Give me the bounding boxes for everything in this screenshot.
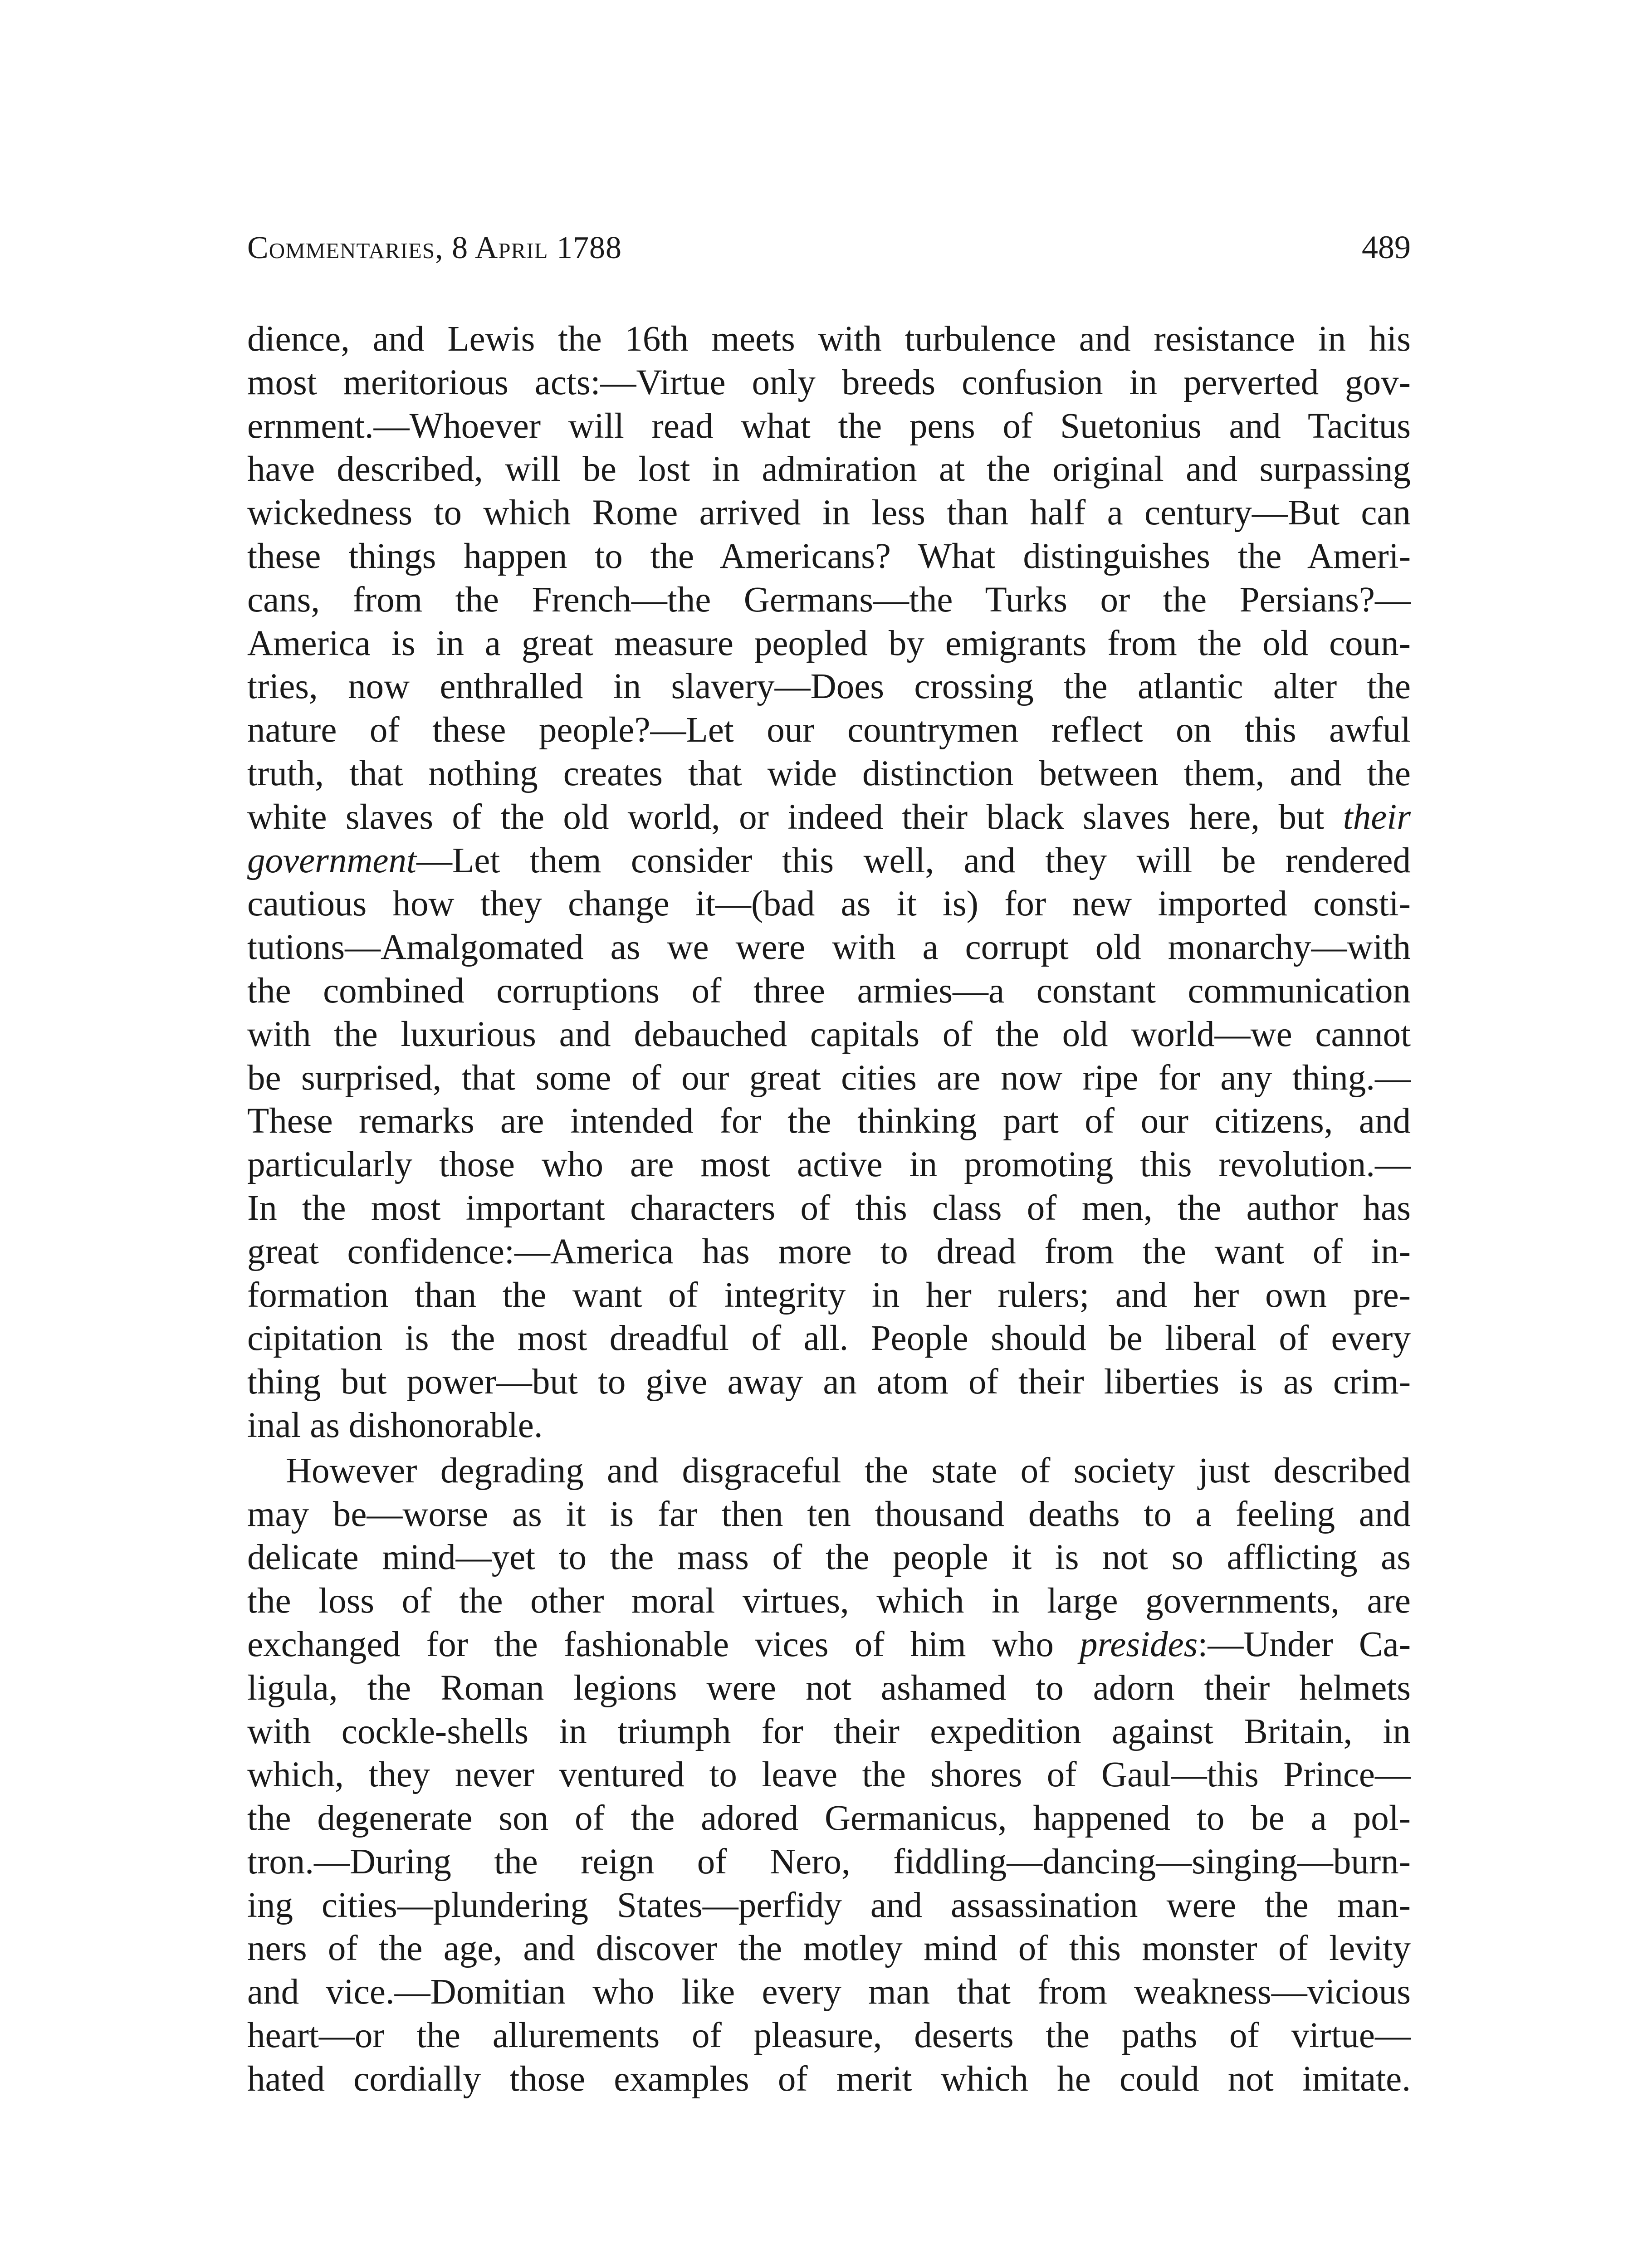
text-line: these things happen to the Americans? What distinguishes the Ameri- bbox=[247, 536, 1411, 576]
text-line: ernment.—Whoever will read what the pens of Suetonius and Tacitus bbox=[247, 406, 1411, 446]
text-line: be surprised, that some of our great cities are now ripe for any thing.— bbox=[247, 1058, 1411, 1098]
text-line: thing but power—but to give away an atom of their liberties is as crim- bbox=[247, 1362, 1411, 1402]
text-line: cautious how they change it—(bad as it is) for new imported consti- bbox=[247, 884, 1411, 924]
text-line: the combined corruptions of three armies—a constant communication bbox=[247, 971, 1411, 1011]
text-line: In the most important characters of this class of men, the author has bbox=[247, 1188, 1411, 1228]
text-line: with cockle-shells in triumph for their expedition against Britain, in bbox=[247, 1711, 1411, 1751]
paragraph-1 bbox=[247, 318, 1411, 1447]
text-line: cans, from the French—the Germans—the Turks or the Persians?— bbox=[247, 580, 1411, 620]
text-line: particularly those who are most active in promoting this revolution.— bbox=[247, 1145, 1411, 1185]
text-line: ners of the age, and discover the motley mind of this monster of levity bbox=[247, 1929, 1411, 1969]
text-line: wickedness to which Rome arrived in less than half a century—But can bbox=[247, 493, 1411, 533]
text-run: :—Under Ca- bbox=[1198, 1624, 1411, 1664]
text-line: formation than the want of integrity in her rulers; and her own pre- bbox=[247, 1275, 1411, 1315]
text-line: most meritorious acts:—Virtue only breeds confusion in perverted gov- bbox=[247, 362, 1411, 402]
italic-text: government bbox=[247, 841, 416, 880]
text-line: delicate mind—yet to the mass of the people it is not so afflicting as bbox=[247, 1538, 1411, 1578]
paragraph-2 bbox=[247, 1449, 1411, 2101]
text-line: ligula, the Roman legions were not ashamed to adorn their helmets bbox=[247, 1668, 1411, 1708]
text-line: nature of these people?—Let our countrymen reflect on this awful bbox=[247, 710, 1411, 750]
text-line: may be—worse as it is far then ten thousand deaths to a feeling and bbox=[247, 1494, 1411, 1534]
text-run: white slaves of the old world, or indeed their black slaves here, but bbox=[247, 797, 1343, 837]
text-line: ing cities—plundering States—perfidy and assassination were the man- bbox=[247, 1885, 1411, 1925]
running-head bbox=[247, 222, 1411, 272]
text-line: tries, now enthralled in slavery—Does crossing the atlantic alter the bbox=[247, 667, 1411, 707]
page-number: 489 bbox=[1362, 229, 1411, 265]
text-line: inal as dishonorable. bbox=[247, 1405, 543, 1445]
body-text bbox=[247, 318, 1411, 2101]
text-line: tron.—During the reign of Nero, fiddling—dancing—singing—burn- bbox=[247, 1842, 1411, 1882]
text-line bbox=[247, 796, 1411, 839]
text-line bbox=[247, 1623, 1411, 1667]
text-line: great confidence:—America has more to dread from the want of in- bbox=[247, 1232, 1411, 1271]
text-run: —Let them consider this well, and they will be rendered bbox=[416, 841, 1411, 880]
italic-text: presides bbox=[1080, 1624, 1198, 1664]
running-head-title: Commentaries, 8 April 1788 bbox=[247, 230, 622, 265]
text-line: tutions—Amalgomated as we were with a corrupt old monarchy—with bbox=[247, 928, 1411, 968]
italic-text: their bbox=[1343, 797, 1411, 837]
text-line: However degrading and disgraceful the state of society just described bbox=[286, 1451, 1411, 1491]
text-line: These remarks are intended for the thinking part of our citizens, and bbox=[247, 1101, 1411, 1141]
text-line: America is in a great measure peopled by emigrants from the old coun- bbox=[247, 623, 1411, 663]
text-line: truth, that nothing creates that wide distinction between them, and the bbox=[247, 753, 1411, 793]
text-line: with the luxurious and debauched capitals of the old world—we cannot bbox=[247, 1014, 1411, 1054]
text-line: heart—or the allurements of pleasure, deserts the paths of virtue— bbox=[247, 2016, 1411, 2056]
text-line: hated cordially those examples of merit which he could not imitate. bbox=[247, 2059, 1411, 2099]
text-line: and vice.—Domitian who like every man that from weakness—vicious bbox=[247, 1972, 1411, 2012]
text-run: exchanged for the fashionable vices of him who bbox=[247, 1624, 1080, 1664]
text-line: have described, will be lost in admiration at the original and surpassing bbox=[247, 450, 1411, 489]
text-line: the degenerate son of the adored Germanicus, happened to be a pol- bbox=[247, 1799, 1411, 1838]
text-line: cipitation is the most dreadful of all. People should be liberal of every bbox=[247, 1319, 1411, 1359]
text-line: which, they never ventured to leave the shores of Gaul—this Prince— bbox=[247, 1755, 1411, 1795]
text-line: dience, and Lewis the 16th meets with turbulence and resistance in his bbox=[247, 319, 1411, 359]
text-line: the loss of the other moral virtues, which in large governments, are bbox=[247, 1581, 1411, 1621]
text-line bbox=[247, 839, 1411, 883]
